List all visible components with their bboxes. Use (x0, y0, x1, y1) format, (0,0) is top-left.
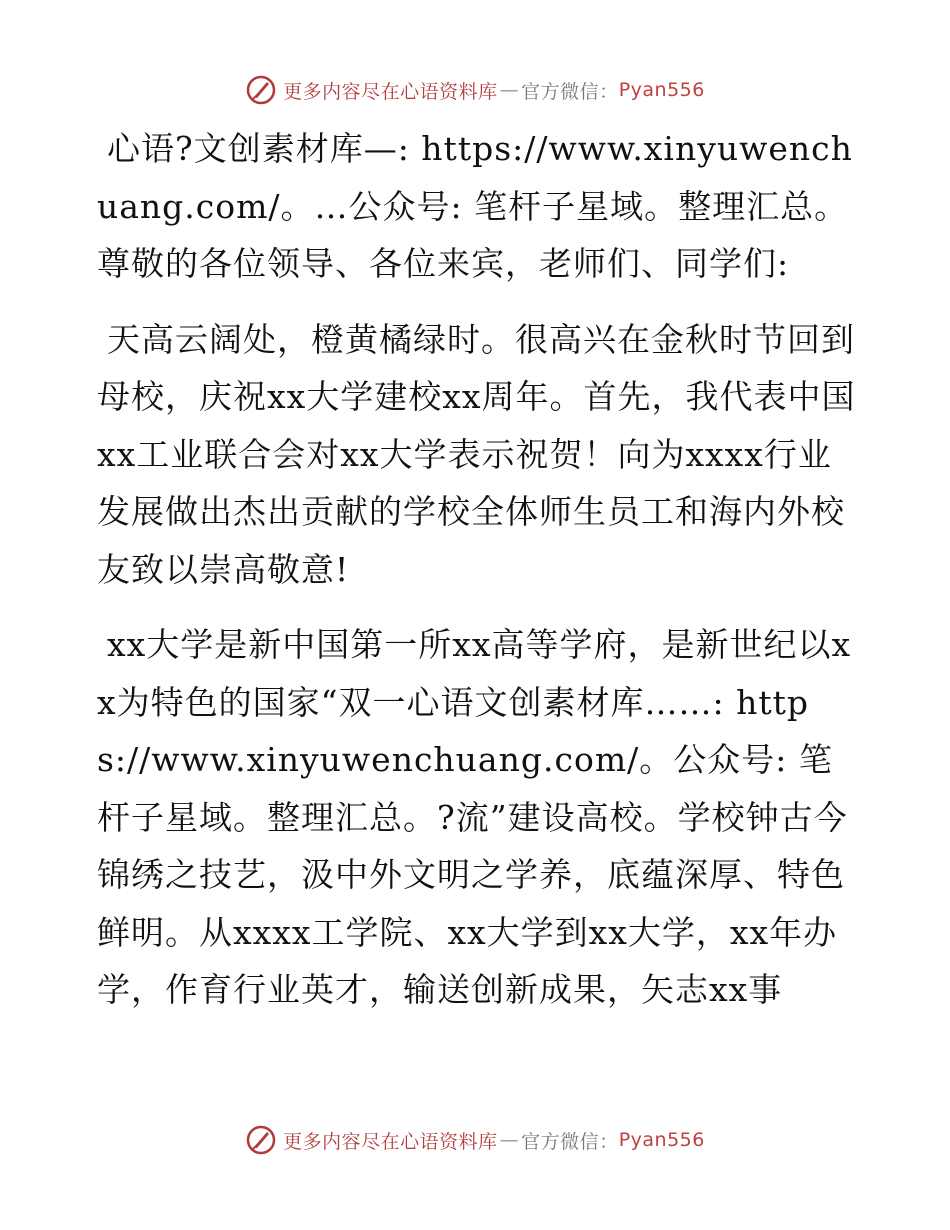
paragraph-2: 天高云阔处，橙黄橘绿时。很高兴在金秋时节回到母校，庆祝xx大学建校xx周年。首先，我代表中国xx工业联合会对xx大学表示祝贺！向为xxxx行业发展做出杰出贡献的学校全体师生员工和海内外校友致以崇高敬意! (97, 319, 856, 589)
paragraph-1: 心语?文创素材库—: https://www.xinyuwenchuang.com/。…公众号: 笔杆子星域。整理汇总。尊敬的各位领导、各位来宾，老师们、同学们: (97, 129, 853, 283)
footer-banner (0, 1120, 950, 1160)
banner-separator: — (499, 79, 520, 101)
header-banner (0, 70, 950, 110)
banner-wechat-label: 官方微信： (521, 80, 619, 103)
document-body (97, 120, 857, 1037)
banner-wechat-label: 官方微信： (521, 1130, 619, 1153)
banner-wechat-id: Pyan556 (618, 79, 705, 101)
banner-separator: — (499, 1129, 520, 1151)
banner-text: 更多内容尽在心语资料库 (283, 1130, 498, 1153)
quill-logo-icon (245, 1124, 277, 1156)
quill-logo-icon (245, 74, 277, 106)
banner-wechat-id: Pyan556 (618, 1129, 705, 1151)
paragraph-3: xx大学是新中国第一所xx高等学府，是新世纪以xx为特色的国家“双一心语文创素材库……: https://www.xinyuwenchuang.com/。公众号: 笔杆子星域。整理汇总。?流”建设高校。学校钟古今锦绣之技艺，汲中外文明之学养，底蕴深厚、特色鲜明。从xxxx工学院、xx大学到xx大学，xx年办学，作育行业英才，输送创新成果，矢志xx事 (97, 625, 852, 1009)
banner-text: 更多内容尽在心语资料库 (283, 80, 498, 103)
